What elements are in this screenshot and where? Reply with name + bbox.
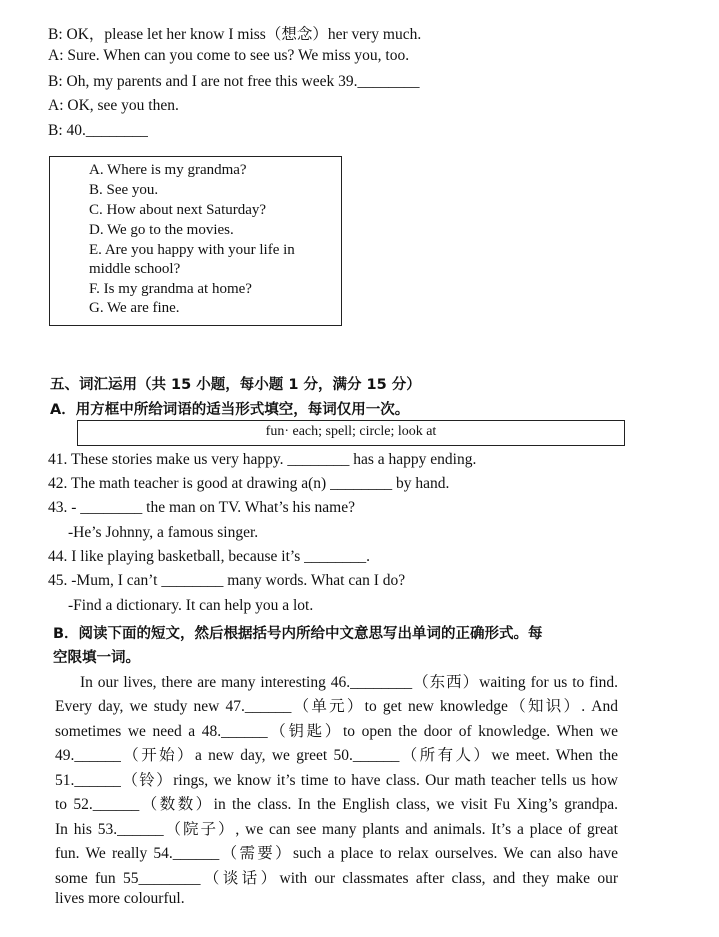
passage-line: 49.______（开始）a new day, we greet 50.______（所有人）we meet. When the [55, 747, 618, 764]
word-box-text: fun· each; spell; circle; look at [265, 424, 437, 439]
part-b-instruction: B．阅读下面的短文，然后根据括号内所给中文意思写出单词的正确形式。每 [53, 626, 543, 642]
passage-line: to 52.______（数数）in the class. In the English class, we visit Fu Xing’s grandpa. [55, 796, 618, 813]
dialogue-line: A: OK, see you then. [48, 97, 179, 114]
question-item: 44. I like playing basketball, because it’s ________. [48, 548, 370, 565]
part-b-instruction-cont: 空限填一词。 [53, 650, 140, 666]
option-item: B. See you. [89, 182, 159, 198]
passage-line: Every day, we study new 47.______（单元）to get new knowledge（知识）. And [55, 698, 618, 715]
option-item: A. Where is my grandma? [89, 162, 247, 178]
dialogue-line: A: Sure. When can you come to see us? We miss you, too. [48, 47, 410, 64]
option-item: G. We are fine. [89, 300, 180, 316]
passage-line: some fun 55________（谈话）with our classmates after class, and they make our [55, 870, 618, 887]
dialogue-line: B: Oh, my parents and I are not free this week 39.________ [48, 73, 420, 90]
section-heading: 五、词汇运用（共 15 小题，每小题 1 分，满分 15 分） [50, 377, 421, 393]
passage-line: 51.______（铃）rings, we know it’s time to have class. Our math teacher tells us how [55, 772, 618, 789]
question-item: 43. - ________ the man on TV. What’s his name? [48, 499, 355, 516]
option-item: middle school? [89, 261, 181, 277]
option-item: D. We go to the movies. [89, 222, 234, 238]
part-a-instruction: A．用方框中所给词语的适当形式填空，每词仅用一次。 [50, 402, 410, 418]
option-item: F. Is my grandma at home? [89, 281, 252, 297]
option-item: C. How about next Saturday? [89, 202, 267, 218]
question-answer-line: -Find a dictionary. It can help you a lot. [68, 597, 314, 614]
passage-line: In his 53.______（院子）, we can see many plants and animals. It’s a place of great [55, 821, 618, 838]
question-item: 42. The math teacher is good at drawing a(n) ________ by hand. [48, 475, 450, 492]
dialogue-line: B: OK，please let her know I miss（想念）her very much. [48, 26, 422, 43]
passage-line: lives more colourful. [55, 890, 185, 907]
question-answer-line: -He’s Johnny, a famous singer. [68, 524, 259, 541]
question-item: 45. -Mum, I can’t ________ many words. What can I do? [48, 572, 406, 589]
question-item: 41. These stories make us very happy. ________ has a happy ending. [48, 451, 477, 468]
passage-line: sometimes we need a 48.______（钥匙）to open the door of knowledge. When we [55, 723, 618, 740]
dialogue-line: B: 40.________ [48, 122, 148, 139]
passage-line: fun. We really 54.______（需要）such a place to relax ourselves. We can also have [55, 845, 618, 862]
passage-line: In our lives, there are many interesting 46.________（东西）waiting for us to find. [80, 674, 618, 691]
option-item: E. Are you happy with your life in [89, 242, 295, 258]
